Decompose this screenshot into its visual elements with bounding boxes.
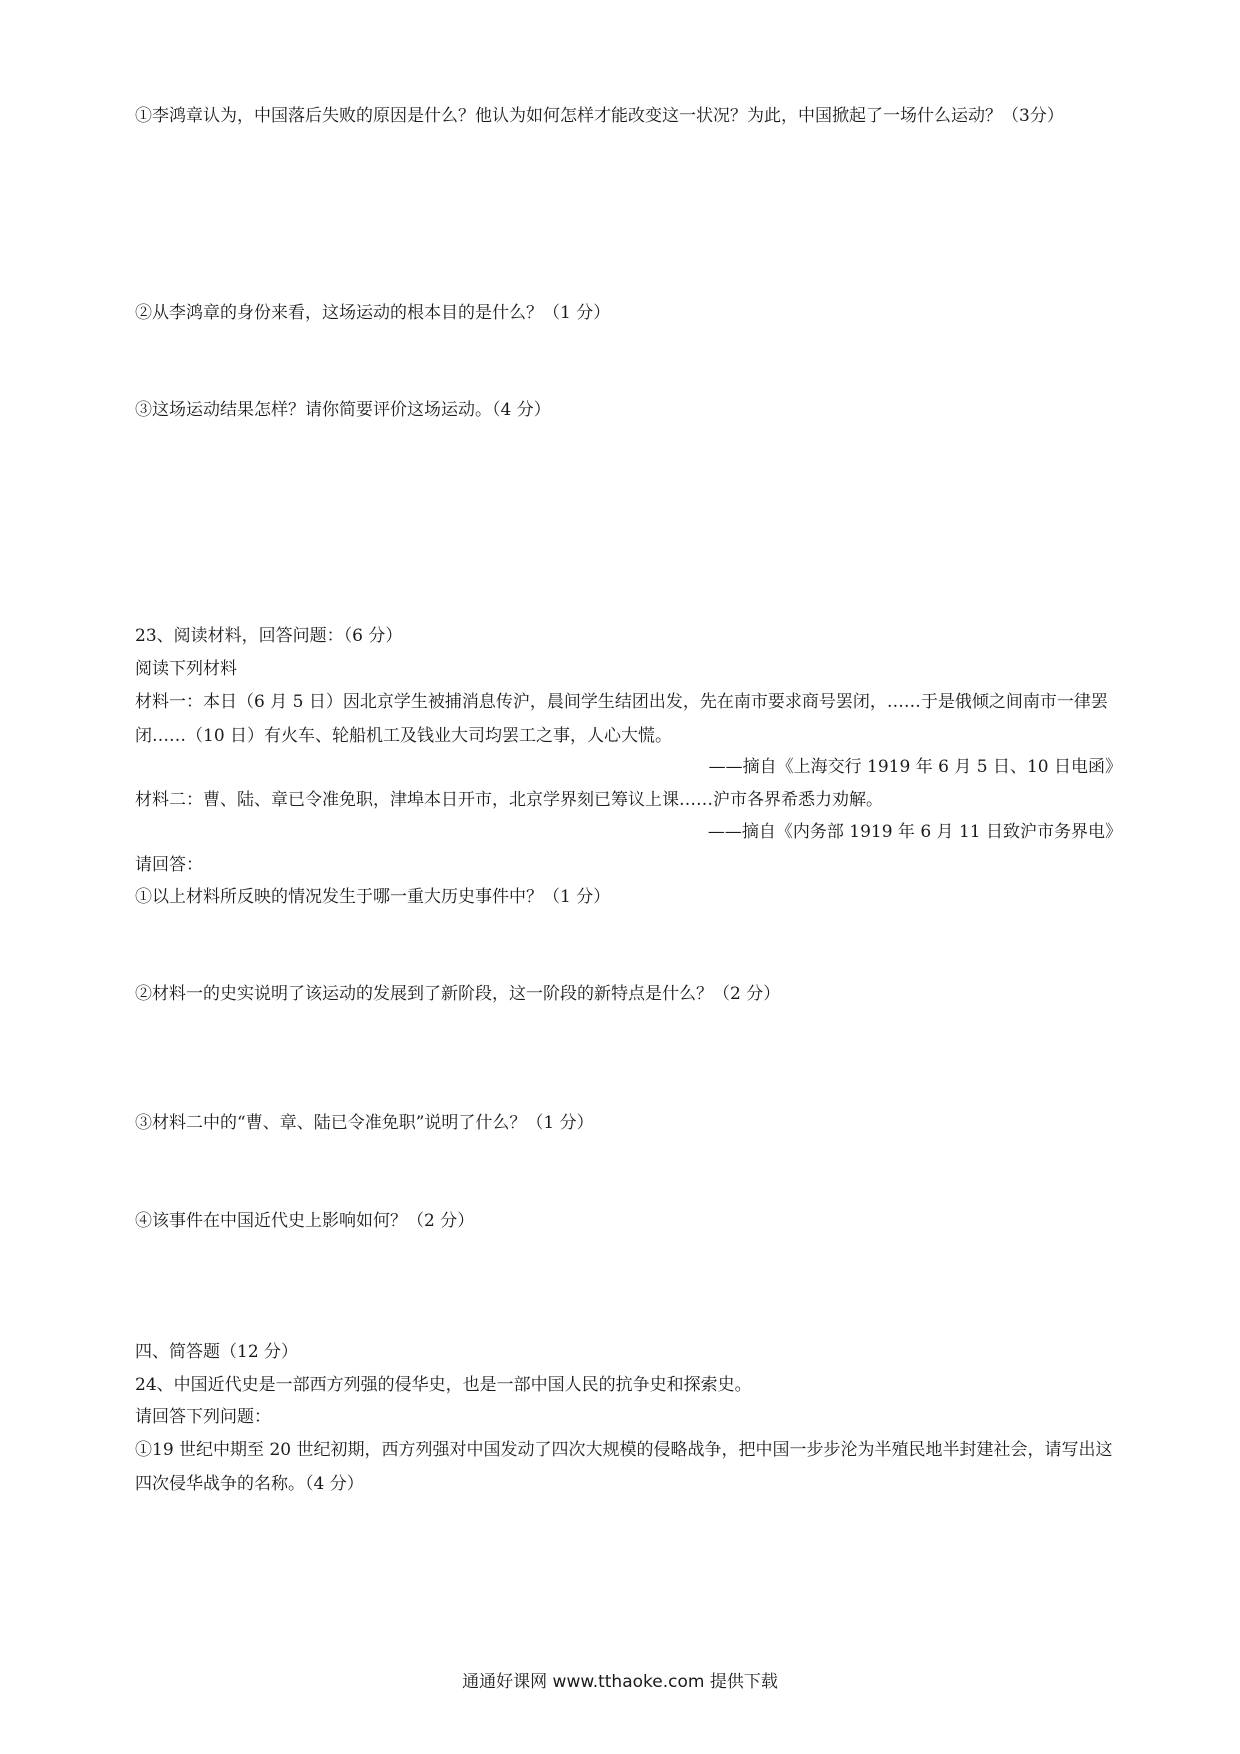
q23-sub4: ④该事件在中国近代史上影响如何？（2 分）	[135, 1211, 475, 1231]
q23-sub3: ③材料二中的“曹、章、陆已令准免职”说明了什么？（1 分）	[135, 1113, 594, 1133]
q22-sub1: ①李鸿章认为，中国落后失败的原因是什么？他认为如何怎样才能改变这一状况？为此，中国掀起了一场什么运动？（3分）	[135, 106, 1064, 126]
q23-sub2: ②材料一的史实说明了该运动的发展到了新阶段，这一阶段的新特点是什么？（2 分）	[135, 984, 781, 1004]
q23-intro: 阅读下列材料	[135, 659, 237, 679]
section4-title: 四、简答题（12 分）	[135, 1342, 299, 1362]
q24-prompt: 请回答下列问题：	[135, 1407, 271, 1427]
q23-title: 23、阅读材料，回答问题：（6 分）	[135, 626, 403, 646]
q23-source1: ——摘自《上海交行 1919 年 6 月 5 日、10 日电函》	[708, 757, 1122, 777]
q23-material1: 材料一：本日（6 月 5 日）因北京学生被捕消息传沪，晨间学生结团出发，先在南市要求商号罢闭，……于是俄倾之间南市一律罢闭……（10 日）有火车、轮船机工及钱业大司均罢工之事，人心大慌。	[135, 692, 1108, 746]
q24-stem: 24、中国近代史是一部西方列强的侵华史，也是一部中国人民的抗争史和探索史。	[135, 1375, 752, 1395]
footer-credit: 通通好课网 www.tthaoke.com 提供下载	[462, 1672, 778, 1692]
q23-sub1: ①以上材料所反映的情况发生于哪一重大历史事件中？（1 分）	[135, 887, 611, 907]
q23-prompt: 请回答：	[135, 855, 203, 875]
q22-sub2: ②从李鸿章的身份来看，这场运动的根本目的是什么？（1 分）	[135, 303, 611, 323]
q22-sub3: ③这场运动结果怎样？请你简要评价这场运动。（4 分）	[135, 400, 551, 420]
q23-source2: ——摘自《内务部 1919 年 6 月 11 日致沪市务界电》	[707, 822, 1122, 842]
q23-material2: 材料二：曹、陆、章已令准免职，津埠本日开市，北京学界刻已筹议上课……沪市各界希悉力劝解。	[135, 790, 883, 810]
q24-sub1: ①19 世纪中期至 20 世纪初期，西方列强对中国发动了四次大规模的侵略战争，把中国一步步沦为半殖民地半封建社会，请写出这四次侵华战争的名称。（4 分）	[135, 1440, 1113, 1494]
